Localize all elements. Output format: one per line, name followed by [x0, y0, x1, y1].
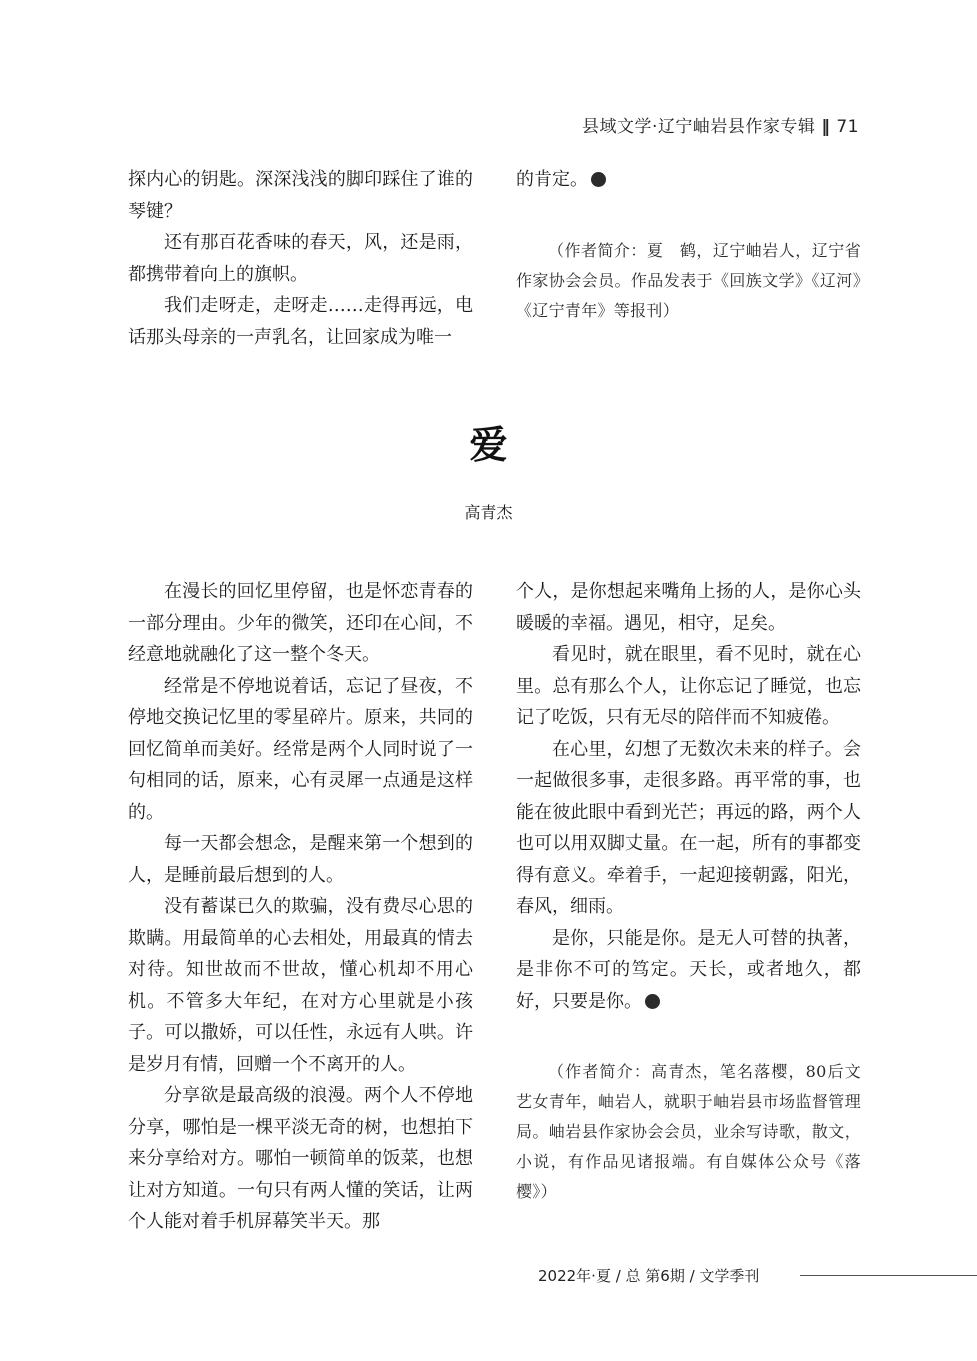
- journal-section: 县域文学·辽宁岫岩县作家专辑: [581, 117, 816, 137]
- prev-author-bio: [516, 236, 861, 326]
- end-seal-icon: [645, 994, 660, 1009]
- prev-article-left-column: [128, 164, 473, 353]
- article-paragraph: 分享欲是最高级的浪漫。两个人不停地分享，哪怕是一棵平淡无奇的树，也想拍下来分享给对方。哪怕一顿简单的饭菜，也想让对方知道。一句只有两人懂的笑话，让两个人能对着手机屏幕笑半天。那: [128, 1085, 473, 1232]
- end-seal-icon: [591, 172, 606, 187]
- article-paragraph: 在漫长的回忆里停留，也是怀恋青春的一部分理由。少年的微笑，还印在心间，不经意地就融化了这一整个冬天。: [128, 581, 473, 665]
- article-author: 高青杰: [464, 503, 513, 522]
- page-number: 71: [836, 117, 859, 137]
- article-paragraph: 在心里，幻想了无数次未来的样子。会一起做很多事，走很多路。再平常的事，也能在彼此眼中看到光芒；再远的路，两个人也可以用双脚丈量。在一起，所有的事都变得有意义。牵着手，一起迎接朝露，阳光，春风，细雨。: [516, 738, 861, 917]
- article-title: 爱: [469, 422, 508, 467]
- article-paragraph: 是你，只能是你。是无人可替的执著，是非你不可的笃定。天长，或者地久，都好，只要是你。: [516, 927, 861, 1012]
- article-author-bio: [516, 1057, 861, 1207]
- prev-paragraph-end: 的肯定。: [516, 169, 588, 190]
- article-paragraph: 没有蓄谋已久的欺骗，没有费尽心思的欺瞒。用最简单的心去相处，用最真的情去对待。知世故而不世故，懂心机却不用心机。不管多大年纪，在对方心里就是小孩子。可以撒娇，可以任性，永远有人哄。许是岁月有情，回赠一个不离开的人。: [128, 896, 473, 1075]
- article-author-bio-text: （作者简介：高青杰，笔名落樱，80后文艺女青年，岫岩人，就职于岫岩县市场监督管理局。岫岩县作家协会会员，业余写诗歌，散文，小说，有作品见诸报端。有自媒体公众号《落樱》）: [516, 1062, 861, 1201]
- prev-article-right-column: [516, 164, 861, 326]
- prev-paragraph: 探内心的钥匙。深深浅浅的脚印踩住了谁的琴键？: [128, 169, 473, 222]
- footer-issue-info: 2022年·夏 / 总 第6期 / 文学季刊: [538, 1267, 760, 1285]
- article-right-column: [516, 576, 861, 1207]
- article-paragraph: 每一天都会想念，是醒来第一个想到的人，是睡前最后想到的人。: [128, 833, 473, 886]
- running-header: [582, 112, 859, 137]
- article-paragraph: 看见时，就在眼里，看不见时，就在心里。总有那么个人，让你忘记了睡觉，也忘记了吃饭，只有无尽的陪伴而不知疲倦。: [516, 644, 861, 728]
- article-paragraph: 经常是不停地说着话，忘记了昼夜，不停地交换记忆里的零星碎片。原来，共同的回忆简单而美好。经常是两个人同时说了一句相同的话，原来，心有灵犀一点通是这样的。: [128, 675, 473, 823]
- prev-paragraph: 还有那百花香味的春天，风，还是雨，都携带着向上的旗帜。: [128, 232, 473, 285]
- footer-rule: [800, 1275, 977, 1276]
- header-separator: ‖: [821, 117, 831, 137]
- prev-paragraph: 我们走呀走，走呀走……走得再远，电话那头母亲的一声乳名，让回家成为唯一: [128, 295, 473, 348]
- article-left-column: [128, 576, 473, 1238]
- prev-author-bio-text: （作者简介：夏 鹤，辽宁岫岩人，辽宁省作家协会会员。作品发表于《回族文学》《辽河》《辽宁青年》等报刊）: [516, 240, 861, 320]
- article-paragraph-continued: 个人，是你想起来嘴角上扬的人，是你心头暖暖的幸福。遇见，相守，足矣。: [516, 581, 861, 634]
